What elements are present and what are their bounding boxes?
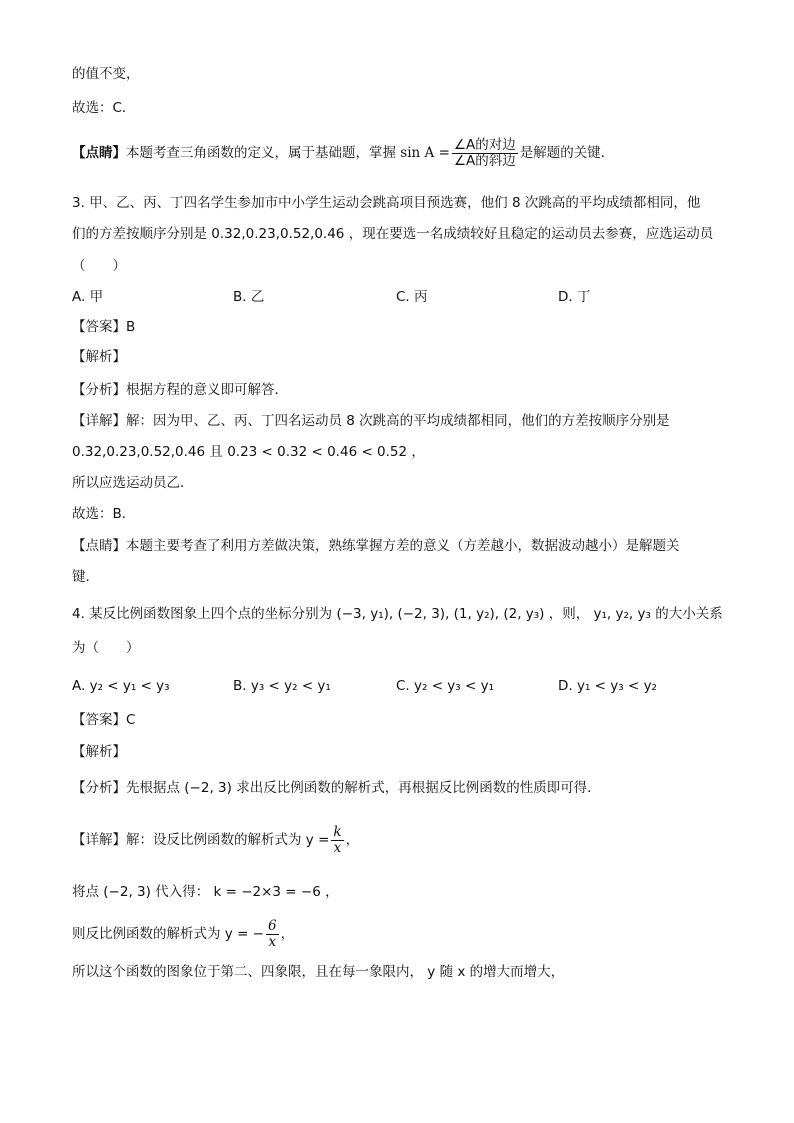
q4-option-a: A. y₂ < y₁ < y₃ xyxy=(72,678,170,694)
q4-answer: 【答案】C xyxy=(72,712,136,728)
q3-option-a: A. 甲 xyxy=(72,289,104,305)
q4-xiangjie-text: 【详解】解：设反比例函数的解析式为 y = xyxy=(72,832,330,848)
q4-result-line xyxy=(72,916,294,952)
q3-answer: 【答案】B xyxy=(72,319,136,335)
fraction-denominator: ∠A的斜边 xyxy=(453,152,516,169)
q4-result-text: 则反比例函数的解析式为 y = − xyxy=(72,926,264,942)
q3-dianjing-line: 键． xyxy=(72,569,99,585)
fraction xyxy=(331,825,343,856)
q4-xiangjie-line xyxy=(72,822,359,858)
q4-option-d: D. y₁ < y₃ < y₂ xyxy=(558,678,657,694)
q4-stem-line: 为（ ） xyxy=(72,640,140,656)
fraction xyxy=(266,919,279,950)
text-line: 的值不变， xyxy=(72,66,140,82)
q3-xiangjie-line: 0.32,0.23,0.52,0.46 且 0.23 < 0.32 < 0.46 < 0.52 ， xyxy=(72,444,425,460)
q4-fenxi: 【分析】先根据点 (−2, 3) 求出反比例函数的解析式，再根据反比例函数的性质即可得． xyxy=(72,780,601,796)
q4-substitution-line: 将点 (−2, 3) 代入得： k = −2×3 = −6 ， xyxy=(72,884,339,900)
q3-xiangjie-line: 所以应选运动员乙． xyxy=(72,475,194,491)
q4-stem-line: 4. 某反比例函数图象上四个点的坐标分别为 (−3, y₁), (−2, 3), (1, y₂), (2, y₃) ，则， y₁, y₂, y₃ 的大小关系 xyxy=(72,606,723,622)
dianjing-text: 本题考查三角函数的定义，属于基础题，掌握 xyxy=(126,145,396,161)
sin-a-expression: sin A = xyxy=(400,145,450,161)
dianjing-tag: 【点睛】 xyxy=(72,145,126,161)
fraction-denominator: x xyxy=(333,839,342,856)
text-line: 故选：C． xyxy=(72,100,136,116)
q3-analysis-heading: 【解析】 xyxy=(72,349,126,365)
q4-result-text-end: ， xyxy=(280,926,295,942)
q3-xiangjie-line: 【详解】解：因为甲、乙、丙、丁四名运动员 8 次跳高的平均成绩都相同，他们的方差按顺序分别是 xyxy=(72,413,670,429)
q3-option-b: B. 乙 xyxy=(233,289,265,305)
q4-option-b: B. y₃ < y₂ < y₁ xyxy=(233,678,331,694)
fraction-numerator: k xyxy=(333,823,342,840)
q3-stem-line: （ ） xyxy=(72,258,126,274)
q4-analysis-heading: 【解析】 xyxy=(72,744,126,760)
q3-choose: 故选：B． xyxy=(72,506,136,522)
q4-option-c: C. y₂ < y₃ < y₁ xyxy=(396,678,495,694)
fraction-numerator: 6 xyxy=(268,917,277,934)
q3-option-c: C. 丙 xyxy=(396,289,428,305)
q3-dianjing-line: 【点睛】本题主要考查了利用方差做决策，熟练掌握方差的意义（方差越小，数据波动越小）是解题关 xyxy=(72,538,680,554)
q3-stem-line: 们的方差按顺序分别是 0.32,0.23,0.52,0.46 ，现在要选一名成绩较好且稳定的运动员去参赛，应选运动员 xyxy=(72,226,714,242)
fraction xyxy=(452,138,518,169)
q3-option-d: D. 丁 xyxy=(558,289,591,305)
fraction-denominator: x xyxy=(268,933,277,950)
dianjing-line xyxy=(72,136,614,170)
q4-conclusion-line: 所以这个函数的图象位于第二、四象限，且在每一象限内， y 随 x 的增大而增大， xyxy=(72,964,565,980)
q3-stem-line: 3. 甲、乙、丙、丁四名学生参加市中小学生运动会跳高项目预选赛，他们 8 次跳高的平均成绩都相同，他 xyxy=(72,195,701,211)
q4-xiangjie-text-end: ， xyxy=(345,832,360,848)
q3-fenxi: 【分析】根据方程的意义即可解答． xyxy=(72,382,288,398)
fraction-numerator: ∠A的对边 xyxy=(453,136,516,153)
dianjing-text-end: 是解题的关键． xyxy=(519,145,615,161)
